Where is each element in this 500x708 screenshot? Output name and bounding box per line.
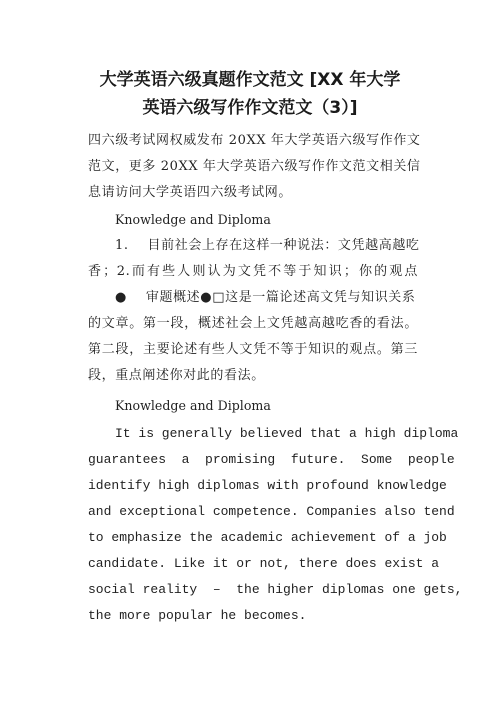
essay-line-7: social reality – the higher diplomas one gets, [88,582,463,597]
analysis-line-3: 第二段，主要论述有些人文凭不等于知识的观点。第三 [88,342,418,357]
essay-line-5: to emphasize the academic achievement of a job [88,530,447,545]
section-heading-1: Knowledge and Diploma [115,212,271,227]
intro-line-3: 息请访问大学英语四六级考试网。 [88,185,293,200]
essay-line-3: identify high diplomas with profound knowledge [88,478,447,493]
analysis-line-2: 的文章。第一段，概述社会上文凭越高越吃香的看法。 [88,316,418,331]
essay-line-2: guarantees a promising future. Some people [88,452,455,467]
essay-line-8: the more popular he becomes. [88,608,307,623]
analysis-line-1: ● 审题概述●□这是一篇论述高文凭与知识关系 [115,290,416,305]
prompt-line-1: 1. 目前社会上存在这样一种说法：文凭越高越吃 [115,238,420,253]
essay-line-1: It is generally believed that a high diploma [115,426,459,441]
essay-line-6: candidate. Like it or not, there does exist a [88,556,440,571]
section-heading-2: Knowledge and Diploma [115,398,271,413]
intro-line-1: 四六级考试网权威发布 20XX 年大学英语六级写作作文 [88,133,421,148]
document-title-line-1: 大学英语六级真题作文范文 [XX 年大学 [99,70,401,90]
intro-line-2: 范文，更多 20XX 年大学英语六级写作作文范文相关信 [88,159,421,174]
essay-line-4: and exceptional competence. Companies also tend [88,504,455,519]
document-title-line-2: 英语六级写作作文范文（3）] [142,98,358,118]
analysis-line-4: 段，重点阐述你对此的看法。 [88,368,265,383]
prompt-line-2: 香；2.而有些人则认为文凭不等于知识；你的观点 [88,264,418,279]
